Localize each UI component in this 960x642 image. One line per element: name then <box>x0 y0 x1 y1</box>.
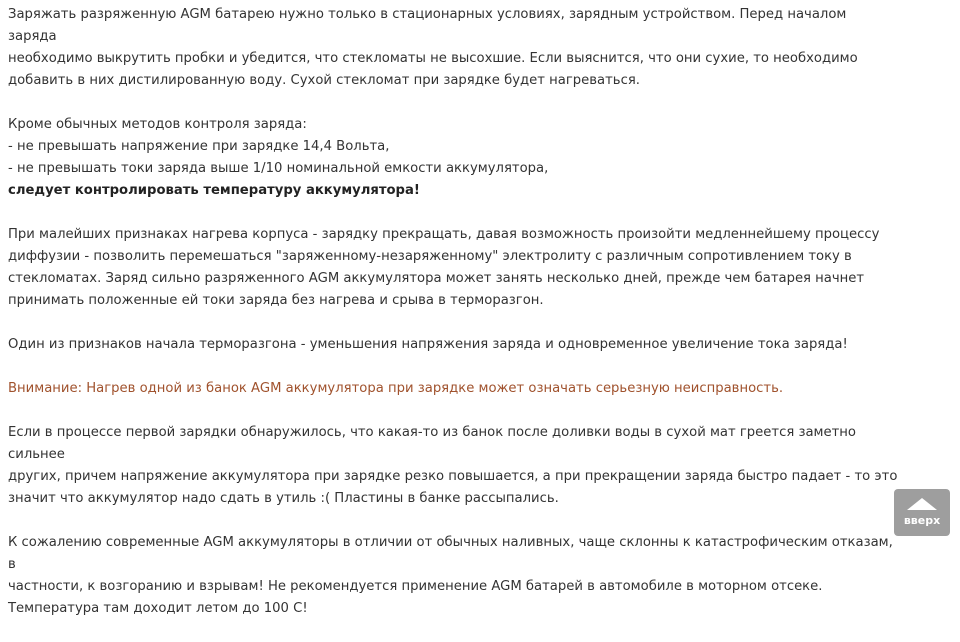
paragraph-control-methods <box>8 114 898 202</box>
text-line: стекломатах. Заряд сильно разряженного AGM аккумулятора может занять несколько дней, прежде чем батарея начнет <box>8 271 865 286</box>
text-line: Если в процессе первой зарядки обнаружилось, что какая-то из банок после доливки воды в сухой мат греется заметно сильнее <box>8 425 856 462</box>
paragraph-modern-agm <box>8 532 898 620</box>
control-item-current: - не превышать токи заряда выше 1/10 номинальной емкости аккумулятора, <box>8 161 549 176</box>
text-line: частности, к возгоранию и взрывам! Не рекомендуется применение AGM батарей в автомобиле в моторном отсеке. <box>8 579 823 594</box>
text-line: значит что аккумулятор надо сдать в утиль :( Пластины в банке рассыпались. <box>8 491 559 506</box>
control-intro: Кроме обычных методов контроля заряда: <box>8 117 307 132</box>
arrow-up-icon <box>907 498 937 510</box>
paragraph-thermal-runaway <box>8 334 898 356</box>
text-line: диффузии - позволить перемешаться "заряженному-незаряженному" электролиту с различным сопротивлением току в <box>8 249 852 264</box>
text-line: необходимо выкрутить пробки и убедится, что стекломаты не высохшие. Если выяснится, что они сухие, то необходимо <box>8 51 858 66</box>
text-line: принимать положенные ей токи заряда без нагрева и срыва в терморазгон. <box>8 293 544 308</box>
text-line: К сожалению современные AGM аккумуляторы в отличии от обычных наливных, чаще склонны к катастрофическим отказам, в <box>8 535 893 572</box>
text-line: Один из признаков начала терморазгона - уменьшения напряжения заряда и одновременное увеличение тока заряда! <box>8 337 848 352</box>
warning-text: Внимание: Нагрев одной из банок AGM аккумулятора при зарядке может означать серьезную неисправность. <box>8 381 784 396</box>
text-line: Температура там доходит летом до 100 С! <box>8 601 308 616</box>
scroll-to-top-button[interactable] <box>894 489 950 536</box>
control-item-voltage: - не превышать напряжение при зарядке 14,4 Вольта, <box>8 139 390 154</box>
text-line: других, причем напряжение аккумулятора при зарядке резко повышается, а при прекращении заряда быстро падает - то это <box>8 469 898 484</box>
text-line: При малейших признаках нагрева корпуса - зарядку прекращать, давая возможность произойти медленнейшему процессу <box>8 227 880 242</box>
paragraph-first-charge <box>8 422 898 510</box>
text-line: Заряжать разряженную AGM батарею нужно только в стационарных условиях, зарядным устройством. Перед началом заряда <box>8 7 847 44</box>
scroll-to-top-label: вверх <box>903 514 941 527</box>
control-temperature-emphasis: следует контролировать температуру аккумулятора! <box>8 183 420 198</box>
text-line: добавить в них дистилированную воду. Сухой стекломат при зарядке будет нагреваться. <box>8 73 640 88</box>
paragraph-charging-conditions <box>8 4 898 92</box>
article-body <box>8 4 898 642</box>
paragraph-warning <box>8 378 898 400</box>
paragraph-heating-signs <box>8 224 898 312</box>
